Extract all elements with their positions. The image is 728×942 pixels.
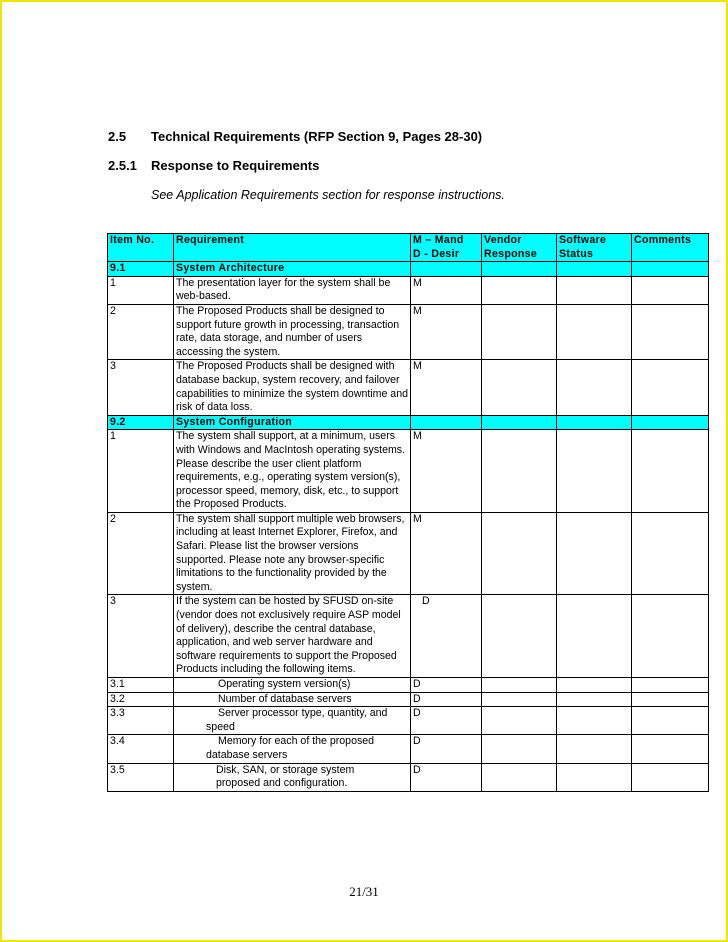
header-software-line1: Software: [559, 234, 607, 246]
requirement-cell: The system shall support multiple web browsers, including at least Internet Explorer, Firefox, and Safari. Please list the browser versions supported. Please note any browser-specific limitations to the functionality provided by the system.: [174, 512, 411, 595]
comments-cell[interactable]: [632, 692, 709, 707]
header-vendor-response: [482, 234, 557, 262]
comments-cell[interactable]: [632, 707, 709, 735]
section-title-cell: System Architecture: [174, 262, 411, 277]
requirement-cell: Number of database servers: [174, 692, 411, 707]
table-header-row: [108, 234, 709, 262]
software-status-cell[interactable]: [557, 430, 632, 513]
vendor-response-cell[interactable]: [482, 276, 557, 304]
header-comments: Comments: [632, 234, 709, 262]
md-cell: D: [411, 735, 482, 763]
vendor-response-cell[interactable]: [482, 512, 557, 595]
table-row: [108, 512, 709, 595]
item-cell: 3.1: [108, 678, 174, 693]
comments-cell[interactable]: [632, 304, 709, 359]
requirement-cell: The system shall support, at a minimum, users with Windows and MacIntosh operating systems. Please describe the user client platform requirements, e.g., operating system version(s), processor speed, memory, disk, etc., to support the Proposed Products.: [174, 430, 411, 513]
md-cell: D: [411, 692, 482, 707]
header-vendor-line2: Response: [484, 247, 538, 260]
comments-cell[interactable]: [632, 595, 709, 678]
item-cell: 3.3: [108, 707, 174, 735]
software-status-cell[interactable]: [557, 595, 632, 678]
header-requirement: Requirement: [174, 234, 411, 262]
page-number: 21/31: [349, 884, 379, 899]
vendor-response-cell[interactable]: [482, 735, 557, 763]
item-cell: 3.5: [108, 763, 174, 791]
requirement-cell: The presentation layer for the system shall be web-based.: [174, 276, 411, 304]
vendor-response-cell[interactable]: [482, 430, 557, 513]
software-status-cell[interactable]: [557, 707, 632, 735]
item-cell: 1: [108, 430, 174, 513]
table-row: [108, 276, 709, 304]
vendor-response-cell[interactable]: [482, 707, 557, 735]
header-vendor-line1: Vendor: [484, 234, 522, 246]
section-number-cell: 9.1: [108, 262, 174, 277]
md-cell: M: [411, 430, 482, 513]
comments-cell[interactable]: [632, 360, 709, 415]
md-cell: M: [411, 512, 482, 595]
table-row: [108, 360, 709, 415]
vendor-response-cell[interactable]: [482, 360, 557, 415]
software-status-cell[interactable]: [557, 763, 632, 791]
requirement-cell: Server processor type, quantity, and speed: [174, 707, 411, 735]
requirement-cell: If the system can be hosted by SFUSD on-site (vendor does not exclusively require ASP model of delivery), describe the central database, application, and web server hardware and software requirements to support the Proposed Products including the following items.: [174, 595, 411, 678]
subsection-number: 2.5.1: [108, 158, 137, 173]
table-row: [108, 763, 709, 791]
software-status-cell[interactable]: [557, 678, 632, 693]
section-title: Technical Requirements (RFP Section 9, Pages 28-30): [151, 129, 483, 144]
software-status-cell[interactable]: [557, 735, 632, 763]
instructions-text: See Application Requirements section for response instructions.: [151, 188, 505, 202]
section-row: [108, 262, 709, 277]
table-row: [108, 304, 709, 359]
subsection-heading: [108, 158, 319, 173]
item-cell: 1: [108, 276, 174, 304]
table-row: [108, 735, 709, 763]
item-cell: 3.4: [108, 735, 174, 763]
md-cell: D: [411, 763, 482, 791]
header-software-status: [557, 234, 632, 262]
section-row: [108, 415, 709, 430]
software-status-cell[interactable]: [557, 692, 632, 707]
subsection-title: Response to Requirements: [151, 158, 320, 173]
md-cell: D: [411, 678, 482, 693]
table-row: [108, 430, 709, 513]
comments-cell[interactable]: [632, 678, 709, 693]
vendor-response-cell[interactable]: [482, 763, 557, 791]
requirements-table: [107, 233, 709, 792]
comments-cell[interactable]: [632, 763, 709, 791]
header-mandatory-line1: M – Mand: [413, 234, 464, 246]
vendor-response-cell[interactable]: [482, 304, 557, 359]
table-row: [108, 595, 709, 678]
section-title-cell: System Configuration: [174, 415, 411, 430]
section-heading: [108, 129, 482, 144]
md-cell: M: [411, 360, 482, 415]
software-status-cell[interactable]: [557, 360, 632, 415]
item-cell: 3: [108, 360, 174, 415]
header-software-line2: Status: [559, 247, 594, 260]
section-number: 2.5: [108, 129, 127, 144]
md-cell: M: [411, 304, 482, 359]
software-status-cell[interactable]: [557, 512, 632, 595]
vendor-response-cell[interactable]: [482, 678, 557, 693]
item-cell: 3: [108, 595, 174, 678]
requirement-cell: Disk, SAN, or storage system proposed and configuration.: [174, 763, 411, 791]
comments-cell[interactable]: [632, 735, 709, 763]
requirement-cell: The Proposed Products shall be designed to support future growth in processing, transaction rate, data storage, and number of users accessing the system.: [174, 304, 411, 359]
section-number-cell: 9.2: [108, 415, 174, 430]
comments-cell[interactable]: [632, 430, 709, 513]
software-status-cell[interactable]: [557, 276, 632, 304]
header-item-no: Item No.: [108, 234, 174, 262]
table-row: [108, 692, 709, 707]
requirement-cell: Memory for each of the proposed database servers: [174, 735, 411, 763]
md-cell: D: [411, 595, 482, 678]
requirement-cell: The Proposed Products shall be designed with database backup, system recovery, and failover capabilities to minimize the system downtime and risk of data loss.: [174, 360, 411, 415]
item-cell: 2: [108, 512, 174, 595]
md-cell: M: [411, 276, 482, 304]
vendor-response-cell[interactable]: [482, 595, 557, 678]
comments-cell[interactable]: [632, 512, 709, 595]
requirement-cell: Operating system version(s): [174, 678, 411, 693]
table-row: [108, 678, 709, 693]
table-row: [108, 707, 709, 735]
header-mandatory-desirable: [411, 234, 482, 262]
item-cell: 3.2: [108, 692, 174, 707]
comments-cell[interactable]: [632, 276, 709, 304]
header-mandatory-line2: D - Desir: [413, 247, 460, 260]
vendor-response-cell[interactable]: [482, 692, 557, 707]
item-cell: 2: [108, 304, 174, 359]
software-status-cell[interactable]: [557, 304, 632, 359]
md-cell: D: [411, 707, 482, 735]
